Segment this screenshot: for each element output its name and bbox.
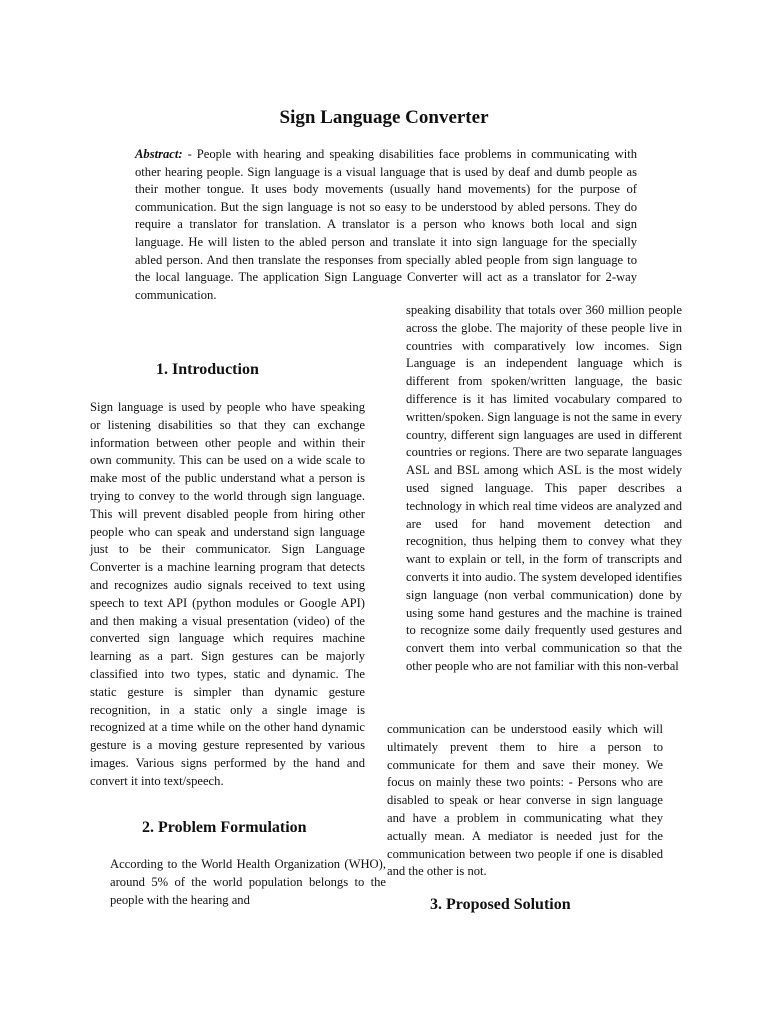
problem-paragraph-right-lower: communication can be understood easily which will ultimately prevent them to hire a person to communicate for them and save their money. We focus on mainly these two points: - Persons who are disabled to speak or hear converse in sign language and have a problem in communicating what they actually mean. A mediator is needed just for the communication between two people if one is disabled and the other is not. — [387, 722, 663, 879]
paper-title: Sign Language Converter — [279, 106, 489, 128]
problem-paragraph-right-upper: speaking disability that totals over 360 million people across the globe. The majority of these people live in countries with comparatively low incomes. Sign Language is an independent language which is different from spoken/written language, the basic difference is it has limited vocabulary compared to written/spoken. Sign language is not the same in every country, different sign languages are used in different countries or regions. There are two separate languages ASL and BSL among which ASL is the most widely used signed language. This paper describes a technology in which real time videos are analyzed and are used for hand movement detection and recognition, thus helping them to convey what they want to explain or tell, in the form of transcripts and converts it into audio. The system developed identifies sign language (non verbal communication) done by using some hand gestures and the machine is trained to recognize some daily frequently used gestures and convert them into verbal communication so that the other people who are not familiar with this non-verbal — [406, 303, 682, 673]
problem-paragraph-left: According to the World Health Organization (WHO), around 5% of the world population belongs to the people with the hearing and — [110, 857, 386, 907]
section-heading-problem-formulation: 2. Problem Formulation — [142, 819, 307, 836]
abstract-text: - People with hearing and speaking disabilities face problems in communicating with other hearing people. Sign language is a visual language that is used by deaf and dumb people as their mother tongue. It uses body movements (usually hand movements) for the purpose of communication. But the sign language is not so easy to be understood by abled persons. They do require a translator for translation. A translator is a person who knows both local and sign language. He will listen to the abled person and translate it into sign language for the specially abled person. And then translate the responses from specially abled people from sign language to the local language. The application Sign Language Converter will act as a translator for 2-way communication. — [135, 147, 637, 302]
abstract — [135, 146, 637, 304]
section-heading-introduction: 1. Introduction — [156, 361, 259, 378]
introduction-paragraph: Sign language is used by people who have speaking or listening disabilities so that they can exchange information between other people and within their own community. This can be used on a wide scale to make most of the public understand what a person is trying to convey to the world through sign language. This will prevent disabled people from hiring other people who can speak and understand sign language just to be their communicator. Sign Language Converter is a machine learning program that detects and recognizes audio signals received to text using speech to text API (python modules or Google API) and then making a visual presentation (video) of the converted sign language which requires machine learning as a part. Sign gestures can be majorly classified into two types, static and dynamic. The static gesture is simpler than dynamic gesture recognition, in a static only a single image is recognized at a time while on the other hand dynamic gesture is a moving gesture represented by various images. Various signs performed by the hand and convert it into text/speech. — [90, 400, 365, 788]
section-heading-proposed-solution: 3. Proposed Solution — [430, 896, 571, 913]
abstract-label: Abstract: — [135, 147, 183, 161]
